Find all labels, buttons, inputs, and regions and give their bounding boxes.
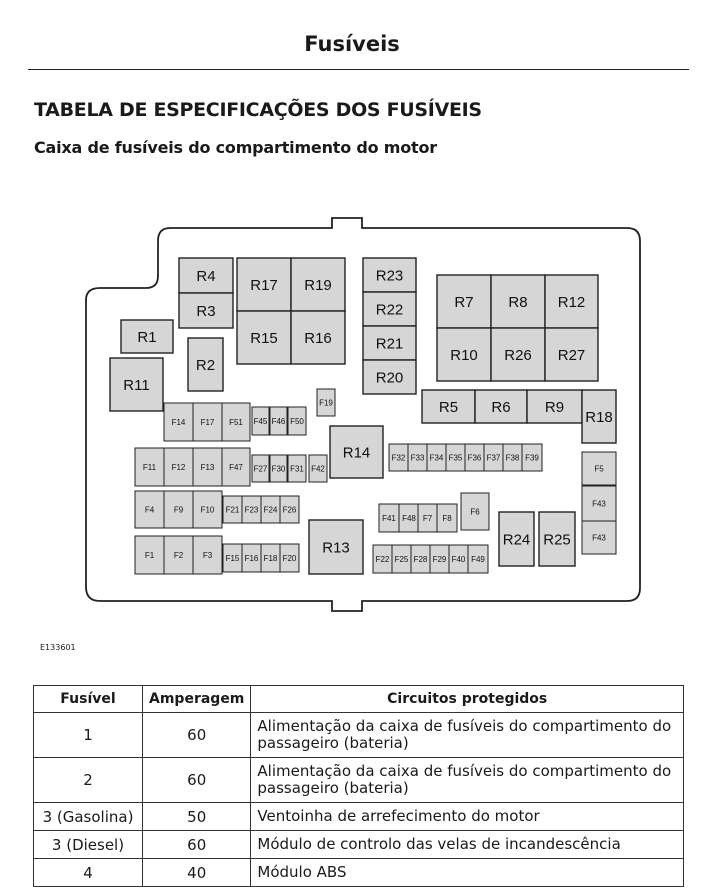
relay-label: R6	[491, 398, 511, 416]
fuse-f37	[484, 444, 503, 471]
fuse-label: F31	[290, 464, 304, 474]
amp-cell: 60	[143, 713, 251, 758]
fuse-f18	[261, 544, 280, 572]
fuse-f4	[135, 491, 164, 528]
fuse-label: F7	[422, 513, 433, 523]
relay-label: R2	[195, 356, 216, 374]
relay-label: R10	[450, 346, 478, 364]
relay-r2	[188, 338, 223, 391]
fuse-label: F22	[375, 554, 390, 564]
fuse-label: F4	[144, 505, 155, 515]
amp-cell: 60	[143, 831, 251, 859]
fuse-f39	[522, 444, 542, 471]
fuse-label: F21	[225, 505, 240, 515]
fuse-label: F47	[229, 462, 243, 472]
table-row	[34, 713, 684, 758]
fuse-label: F42	[311, 464, 325, 474]
relay-label: R14	[342, 444, 371, 462]
amp-cell: 60	[143, 758, 251, 803]
circuit-cell: Módulo ABS	[251, 859, 684, 887]
relay-r15	[237, 311, 291, 364]
fuse-label: F37	[486, 453, 501, 463]
fuse-f15	[223, 544, 242, 572]
fuse-f46	[270, 407, 287, 435]
fuse-f43	[582, 521, 616, 554]
relay-label: R19	[304, 276, 332, 294]
fuse-f43	[582, 486, 616, 521]
fuse-f3	[193, 536, 222, 574]
fuse-f23	[242, 496, 261, 523]
fuse-f26	[280, 496, 299, 523]
header-fuse: Fusível	[34, 686, 143, 713]
fuse-label: F25	[394, 554, 409, 564]
section-title: TABELA DE ESPECIFICAÇÕES DOS FUSÍVEIS	[34, 99, 482, 121]
fuse-label: F24	[263, 505, 278, 515]
fuse-f13	[193, 448, 222, 486]
fuse-label: F46	[271, 416, 286, 426]
relay-label: R12	[557, 293, 586, 311]
relay-label: R20	[375, 369, 404, 387]
relay-label: R24	[502, 531, 531, 549]
fuse-f38	[503, 444, 522, 471]
fuse-f27	[252, 455, 269, 482]
fuse-f48	[399, 504, 419, 532]
relay-r23	[363, 258, 416, 292]
relay-label: R7	[454, 293, 474, 311]
relay-label: R23	[375, 267, 404, 285]
fuse-cell: 3 (Gasolina)	[34, 803, 143, 831]
fuse-f10	[193, 491, 222, 528]
relay-r14	[330, 426, 383, 478]
fuse-label: F38	[505, 453, 520, 463]
relay-label: R4	[196, 267, 216, 285]
relay-label: R5	[438, 398, 459, 416]
fuse-label: F27	[253, 464, 268, 474]
relay-label: R25	[543, 531, 571, 549]
fuse-f51	[222, 403, 250, 441]
fuse-f11	[135, 448, 164, 486]
fuse-f28	[411, 545, 430, 573]
fuse-label: F19	[319, 398, 333, 408]
fuse-label: F33	[410, 453, 425, 463]
table-row	[34, 758, 684, 803]
relay-label: R17	[250, 276, 278, 294]
fuse-f29	[430, 545, 449, 573]
fuse-f41	[379, 504, 399, 532]
fuse-f34	[427, 444, 446, 471]
relay-r3	[179, 293, 233, 328]
relay-r6	[475, 390, 527, 423]
fuse-f35	[446, 444, 465, 471]
fuse-label: F50	[290, 416, 304, 426]
fuse-label: F2	[173, 550, 184, 560]
relay-r24	[499, 512, 534, 566]
header-amperage: Amperagem	[143, 686, 251, 713]
fuse-label: F41	[382, 513, 396, 523]
fuse-f2	[164, 536, 193, 574]
fuse-cell: 3 (Diesel)	[34, 831, 143, 859]
fuse-f7	[418, 504, 437, 532]
fuse-label: F34	[429, 453, 444, 463]
fuse-f22	[373, 545, 392, 573]
fuse-label: F1	[144, 550, 155, 560]
fuse-label: F36	[467, 453, 482, 463]
relay-label: R1	[137, 328, 157, 346]
relay-r17	[237, 258, 291, 311]
fuse-f14	[164, 403, 193, 441]
fuse-f16	[242, 544, 261, 572]
relay-r7	[437, 275, 491, 328]
fuse-f19	[317, 389, 335, 416]
fuse-cell: 1	[34, 713, 143, 758]
fuse-label: F30	[271, 464, 286, 474]
relay-r10	[437, 328, 491, 381]
relay-r21	[363, 326, 416, 360]
figure-id: E133601	[40, 643, 76, 652]
fuse-f9	[164, 491, 193, 528]
circuit-cell: Alimentação da caixa de fusíveis do compartimento do passageiro (bateria)	[251, 713, 684, 758]
fuse-f1	[135, 536, 164, 574]
fuse-label: F12	[171, 462, 186, 472]
fuse-label: F5	[594, 464, 604, 474]
relay-r1	[121, 320, 173, 353]
fuse-label: F45	[253, 416, 268, 426]
fuse-f45	[252, 407, 269, 435]
relay-r25	[539, 512, 575, 566]
fuse-f8	[437, 504, 457, 532]
fuse-f6	[461, 493, 489, 530]
fuse-f5	[582, 452, 616, 485]
fuse-label: F39	[525, 453, 539, 463]
table-row	[34, 859, 684, 887]
section-subtitle: Caixa de fusíveis do compartimento do motor	[34, 138, 437, 157]
fuse-label: F9	[173, 505, 184, 515]
relay-r5	[422, 390, 475, 423]
fuse-f31	[288, 455, 306, 482]
relay-r12	[545, 275, 598, 328]
fuse-f12	[164, 448, 193, 486]
table-header-row	[34, 686, 684, 713]
relay-label: R8	[508, 293, 528, 311]
relay-label: R9	[544, 398, 565, 416]
relay-r11	[110, 358, 163, 411]
fuse-f17	[193, 403, 222, 441]
fuse-label: F26	[282, 505, 297, 515]
fuse-f40	[449, 545, 468, 573]
fuse-label: F20	[282, 553, 297, 563]
amp-cell: 40	[143, 859, 251, 887]
relay-label: R15	[250, 329, 278, 347]
relay-r18	[582, 390, 616, 443]
fuse-f42	[309, 455, 327, 482]
relay-r4	[179, 258, 233, 293]
fuse-f24	[261, 496, 280, 523]
fuse-f25	[392, 545, 411, 573]
table-row	[34, 803, 684, 831]
fuse-label: F16	[244, 553, 259, 563]
fuse-label: F28	[413, 554, 428, 564]
relay-r19	[291, 258, 345, 311]
fuse-label: F40	[451, 554, 466, 564]
fuse-label: F43	[592, 499, 606, 509]
fuse-f50	[288, 407, 306, 435]
circuit-cell: Módulo de controlo das velas de incandescência	[251, 831, 684, 859]
relay-r8	[491, 275, 545, 328]
relay-r13	[309, 520, 363, 574]
fuse-label: F14	[171, 417, 186, 427]
relay-r16	[291, 311, 345, 364]
fuse-label: F18	[263, 553, 278, 563]
relay-label: R13	[322, 539, 350, 557]
fuse-f30	[270, 455, 287, 482]
fuse-label: F11	[142, 462, 157, 472]
page-title: Fusíveis	[304, 32, 400, 56]
fuse-f33	[408, 444, 427, 471]
table-row	[34, 831, 684, 859]
header-circuits: Circuitos protegidos	[251, 686, 684, 713]
fuse-label: F51	[229, 417, 243, 427]
fuse-label: F49	[471, 554, 485, 564]
fuse-f49	[468, 545, 488, 573]
relay-r26	[491, 328, 545, 381]
fuse-cell: 4	[34, 859, 143, 887]
fuse-label: F10	[200, 505, 215, 515]
fuse-label: F48	[402, 513, 416, 523]
relay-r27	[545, 328, 598, 381]
fuse-f47	[222, 448, 250, 486]
fuse-cell: 2	[34, 758, 143, 803]
fuse-f20	[280, 544, 299, 572]
fuse-label: F43	[592, 533, 606, 543]
fuse-label: F15	[225, 553, 240, 563]
relay-label: R11	[123, 376, 150, 394]
fuse-label: F13	[200, 462, 215, 472]
relay-label: R3	[196, 302, 216, 320]
circuit-cell: Alimentação da caixa de fusíveis do compartimento do passageiro (bateria)	[251, 758, 684, 803]
fuse-label: F17	[200, 417, 215, 427]
amp-cell: 50	[143, 803, 251, 831]
relay-r22	[363, 292, 416, 326]
fuse-label: F35	[448, 453, 463, 463]
relay-label: R21	[375, 335, 404, 353]
fuse-label: F23	[244, 505, 259, 515]
fuse-f32	[389, 444, 408, 471]
relay-label: R18	[585, 408, 613, 426]
circuit-cell: Ventoinha de arrefecimento do motor	[251, 803, 684, 831]
relay-label: R27	[557, 346, 586, 364]
relay-label: R22	[375, 301, 404, 319]
fuse-label: F6	[470, 507, 480, 517]
relay-label: R26	[504, 346, 532, 364]
relay-r20	[363, 360, 416, 394]
fuse-spec-table	[33, 685, 684, 887]
fuse-label: F29	[432, 554, 447, 564]
fuse-label: F32	[391, 453, 406, 463]
fuse-f21	[223, 496, 242, 523]
fuse-label: F8	[442, 513, 452, 523]
fuse-f36	[465, 444, 484, 471]
relay-r9	[527, 390, 582, 423]
fuse-label: F3	[202, 550, 213, 560]
relay-label: R16	[304, 329, 332, 347]
